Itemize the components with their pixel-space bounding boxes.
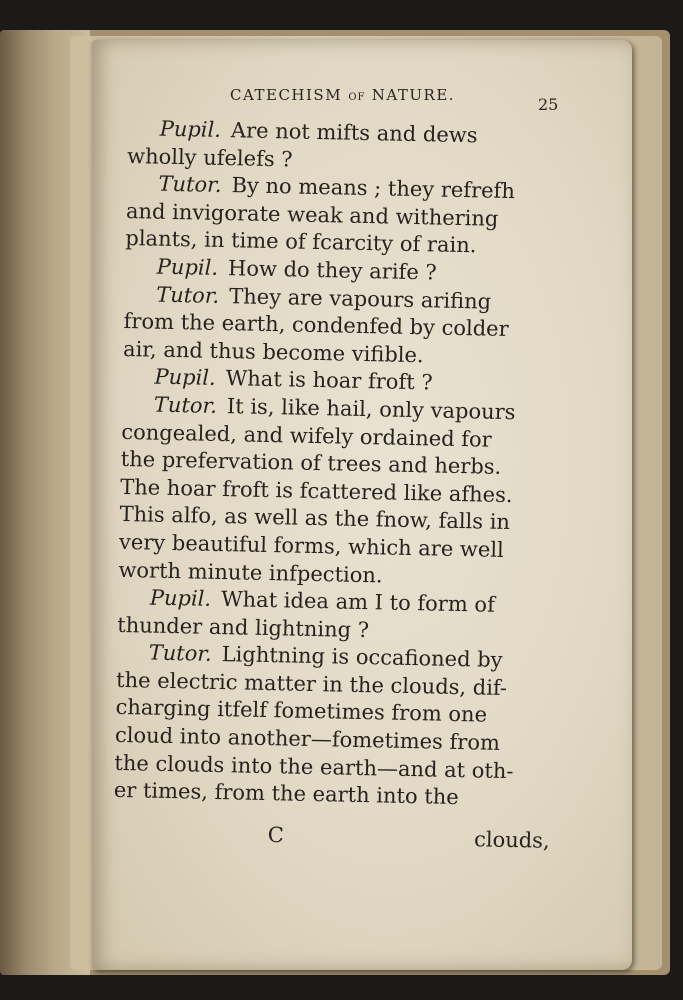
text-line: the clouds into the earth—and at oth- bbox=[114, 750, 514, 783]
header-title-left: CATECHISM bbox=[230, 86, 343, 104]
speaker-label: Pupil. bbox=[154, 364, 216, 391]
text-line: Tutor. Lightning is occafioned by bbox=[148, 640, 503, 673]
text-line: Pupil. Are not mifts and dews bbox=[159, 116, 478, 148]
text-line: very beautiful forms, which are well bbox=[118, 529, 505, 562]
text-line: thunder and lightning ? bbox=[117, 612, 370, 642]
header-title-right: NATURE. bbox=[371, 86, 456, 104]
speaker-label: Pupil. bbox=[149, 585, 212, 611]
text-line: Tutor. They are vapours arifing bbox=[156, 282, 492, 314]
text-line: Pupil. What idea am I to form of bbox=[149, 585, 496, 617]
text-line: charging itfelf fometimes from one bbox=[115, 695, 488, 728]
speaker-label: Tutor. bbox=[153, 392, 218, 418]
speaker-label: Tutor. bbox=[156, 282, 220, 308]
text-line: This alfo, as well as the fnow, falls in bbox=[119, 502, 511, 535]
text-line: er times, from the earth into the bbox=[113, 778, 459, 810]
signature-mark: C bbox=[267, 822, 285, 848]
header-title-of: OF bbox=[348, 92, 366, 103]
text-line: the electric matter in the clouds, dif- bbox=[115, 667, 508, 700]
catchword: clouds, bbox=[473, 827, 550, 853]
text-line: Pupil. What is hoar froft ? bbox=[154, 364, 433, 395]
speaker-label: Pupil. bbox=[159, 116, 222, 142]
text-line: cloud into another—fometimes from bbox=[114, 722, 501, 755]
text-line: Tutor. It is, like hail, only vapours bbox=[153, 392, 516, 425]
body-text bbox=[114, 115, 568, 814]
text-line: air, and thus become vifible. bbox=[122, 336, 424, 367]
speaker-label: Tutor. bbox=[148, 640, 213, 667]
text-line: congealed, and wifely ordained for bbox=[121, 419, 492, 452]
speaker-label: Pupil. bbox=[156, 254, 219, 280]
text-line: The hoar froft is fcattered like afhes. bbox=[119, 474, 513, 507]
text-line: wholly ufelefs ? bbox=[126, 143, 293, 172]
running-header bbox=[230, 86, 455, 104]
text-line: from the earth, condenfed by colder bbox=[123, 309, 509, 342]
speaker-label: Tutor. bbox=[158, 171, 222, 198]
page-number: 25 bbox=[538, 95, 559, 114]
text-line: worth minute infpection. bbox=[118, 557, 383, 587]
text-line: Pupil. How do they arife ? bbox=[156, 254, 437, 285]
text-line: Tutor. By no means ; they refrefh bbox=[158, 171, 516, 204]
text-line: plants, in time of fcarcity of rain. bbox=[125, 226, 477, 258]
text-line: the prefervation of trees and herbs. bbox=[120, 447, 502, 480]
text-line: and invigorate weak and withering bbox=[125, 198, 499, 231]
